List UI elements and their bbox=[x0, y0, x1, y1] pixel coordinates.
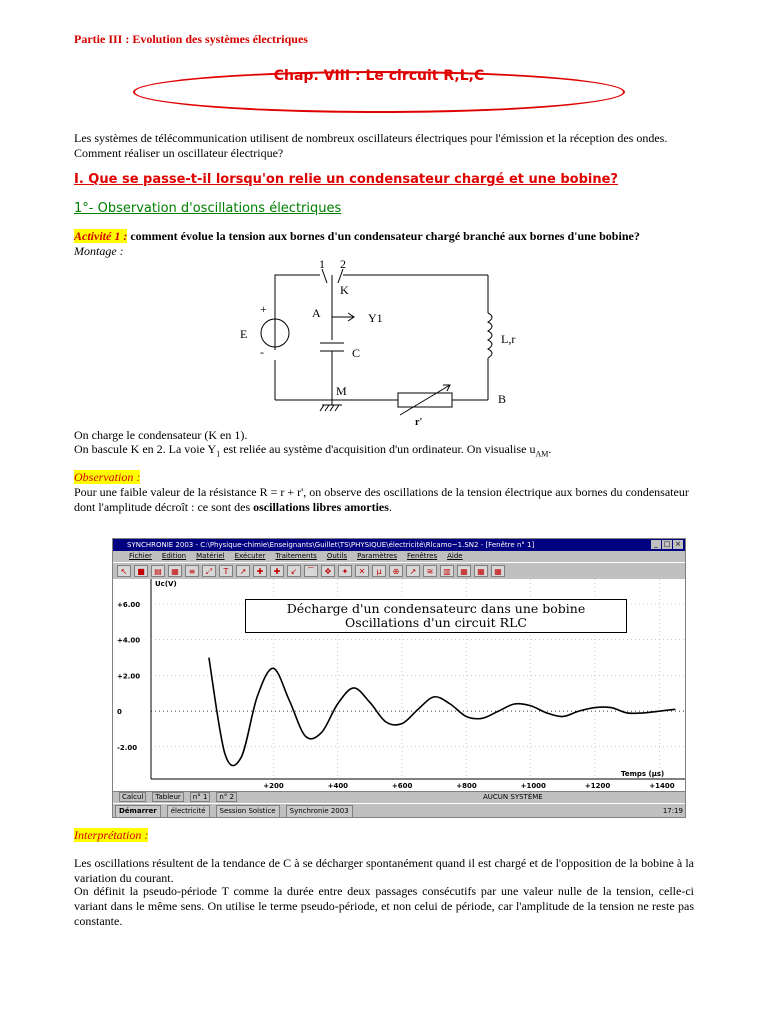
interpretation-heading bbox=[74, 828, 694, 843]
menu-item[interactable]: Fenêtres bbox=[407, 552, 438, 560]
damped-oscillations-term: oscillations libres amorties bbox=[253, 500, 389, 514]
variable-resistor-arrow bbox=[400, 385, 450, 415]
activity-label: Activité 1 : bbox=[74, 229, 128, 243]
toolbar bbox=[113, 562, 685, 580]
y-tick-label: +6.00 bbox=[117, 601, 141, 609]
capacitor-label: C bbox=[352, 346, 361, 360]
taskbar-item[interactable]: Session Solstice bbox=[216, 805, 280, 818]
observation-heading bbox=[74, 470, 694, 485]
toolbar-button[interactable]: ✚ bbox=[270, 565, 284, 577]
toolbar-button[interactable]: ▤ bbox=[151, 565, 165, 577]
x-tick-label: +1000 bbox=[520, 782, 546, 790]
start-button[interactable]: Démarrer bbox=[115, 805, 161, 818]
chart-subtitle: Oscillations d'un circuit RLC bbox=[345, 615, 527, 630]
toolbar-button[interactable]: ⤢ bbox=[202, 565, 216, 577]
activity-question-text: comment évolue la tension aux bornes d'un condensateur chargé branché aux bornes d'une bobine? bbox=[127, 229, 640, 243]
toolbar-button[interactable]: T bbox=[219, 565, 233, 577]
source-minus: - bbox=[260, 345, 264, 359]
point-m-label: M bbox=[336, 384, 347, 398]
toolbar-button[interactable]: ⊕ bbox=[389, 565, 403, 577]
switch-contact-2 bbox=[338, 269, 343, 283]
toolbar-button[interactable]: ■ bbox=[134, 565, 148, 577]
part-heading: Partie III : Evolution des systèmes électriques bbox=[74, 32, 308, 46]
menu-item[interactable]: Outils bbox=[326, 552, 348, 560]
x-tick-label: +800 bbox=[456, 782, 477, 790]
menu-bar bbox=[113, 551, 685, 562]
toolbar-button[interactable]: ▦ bbox=[491, 565, 505, 577]
interpretation-p2: On définit la pseudo-période T comme la durée entre deux passages consécutifs par une valeur nulle de la tension, celle-ci variant dans le même sens. On utilise le terme pseudo-période, et non celui de période, car l'amplitude de la tension ne reste pas constante. bbox=[74, 884, 694, 928]
inductor-coil bbox=[488, 313, 492, 358]
toolbar-button[interactable]: ▦ bbox=[457, 565, 471, 577]
toolbar-button[interactable]: μ bbox=[372, 565, 386, 577]
status-text: AUCUN SYSTÈME bbox=[483, 793, 543, 801]
observation-text: Pour une faible valeur de la résistance R = r + r', on observe des oscillations de la tension électrique aux bornes du condensateur dont l'amplitude décroît : ce sont des oscillations libres amorties. bbox=[74, 485, 689, 514]
toolbar-button[interactable]: ✦ bbox=[338, 565, 352, 577]
montage-label: Montage : bbox=[74, 244, 124, 258]
menu-item[interactable]: Aide bbox=[447, 552, 463, 560]
taskbar-clock: 17:19 bbox=[662, 807, 683, 815]
sheet-tabs bbox=[113, 791, 685, 803]
y-tick-label: 0 bbox=[117, 708, 122, 717]
y-tick-label: +4.00 bbox=[117, 636, 141, 645]
x-tick-label: +200 bbox=[263, 782, 284, 790]
switch-contact-1 bbox=[322, 269, 327, 283]
x-tick-label: +1200 bbox=[584, 782, 611, 790]
toolbar-button[interactable]: ≡ bbox=[185, 565, 199, 577]
section-title: I. Que se passe-t-il lorsqu'on relie un condensateur chargé et une bobine? bbox=[74, 172, 618, 187]
toolbar-button[interactable]: ↗ bbox=[236, 565, 250, 577]
sheet-tab[interactable]: n° 2 bbox=[216, 792, 237, 802]
procedure-line1: On charge le condensateur (K en 1). bbox=[74, 428, 248, 442]
rlc-circuit-diagram bbox=[230, 255, 520, 430]
y-tick-label: -2.00 bbox=[117, 743, 138, 752]
point-a-label: A bbox=[312, 306, 321, 320]
resistor-label: r' bbox=[415, 417, 423, 428]
point-b-label: B bbox=[498, 392, 507, 406]
synchronie-screenshot bbox=[112, 538, 686, 818]
y-axis-label: Uc(V) bbox=[155, 580, 177, 588]
toolbar-button[interactable]: ↗ bbox=[406, 565, 420, 577]
toolbar-button[interactable]: ✕ bbox=[355, 565, 369, 577]
toolbar-button[interactable]: ✚ bbox=[253, 565, 267, 577]
close-icon[interactable]: × bbox=[673, 540, 683, 549]
interpretation-p1: Les oscillations résultent de la tendance de C à se décharger spontanément quand il est chargé et de l'opposition de la bobine à la variation du courant. bbox=[74, 856, 694, 885]
minimize-icon[interactable]: _ bbox=[651, 540, 661, 549]
toolbar-button[interactable]: ▦ bbox=[168, 565, 182, 577]
toolbar-button[interactable]: ▥ bbox=[440, 565, 454, 577]
inductor-label: L,r bbox=[501, 332, 516, 346]
menu-item[interactable]: Paramètres bbox=[357, 552, 397, 560]
toolbar-button[interactable]: ▦ bbox=[474, 565, 488, 577]
procedure-line2: On bascule K en 2. La voie $Y_1$ est reliée au système d'acquisition d'un ordinateur. On visualise $u_{AM}$. bbox=[74, 442, 552, 459]
toolbar-button[interactable]: ↙ bbox=[287, 565, 301, 577]
x-tick-label: +400 bbox=[327, 782, 349, 790]
chart-title-box bbox=[245, 599, 627, 633]
window-titlebar bbox=[113, 539, 685, 551]
intro-paragraph: Les systèmes de télécommunication utilisent de nombreux oscillateurs électriques pour l'émission et la réception des ondes. Comment réaliser un oscillateur électrique? bbox=[74, 131, 668, 160]
taskbar-item[interactable]: Synchronie 2003 bbox=[286, 805, 353, 818]
activity-question bbox=[74, 229, 694, 244]
menu-item[interactable]: Matériel bbox=[196, 552, 225, 560]
source-label: E bbox=[240, 327, 248, 341]
damped-oscillation-curve bbox=[209, 658, 675, 766]
menu-item[interactable]: Traitements bbox=[275, 552, 317, 560]
x-axis-label: Temps (µs) bbox=[621, 770, 665, 778]
x-tick-label: +600 bbox=[391, 782, 413, 790]
chapter-title: Chap. VIII : Le circuit R,L,C bbox=[273, 68, 485, 84]
switch-label-2: 2 bbox=[340, 257, 346, 271]
window-title: SYNCHRONIE 2003 - C:\Physique-chimie\Enseignants\Guillet\TS\PHYSIQUE\électricité\Rlcamo~1.SN2 - [Fenêtre n° 1] bbox=[127, 541, 535, 549]
toolbar-button[interactable]: ≋ bbox=[423, 565, 437, 577]
taskbar-item[interactable]: électricité bbox=[167, 805, 210, 818]
toolbar-button[interactable]: ⌒ bbox=[304, 565, 318, 577]
toolbar-button[interactable]: ↖ bbox=[117, 565, 131, 577]
sheet-tab[interactable]: Calcul bbox=[119, 792, 146, 802]
menu-item[interactable]: Edition bbox=[161, 552, 187, 560]
observation-label: Observation : bbox=[74, 470, 141, 484]
interpretation-label: Interprétation : bbox=[74, 828, 149, 842]
chart-title: Décharge d'un condensateurc dans une bobine bbox=[286, 601, 586, 616]
plot-area bbox=[113, 579, 685, 791]
subsection-title: 1°- Observation d'oscillations électriques bbox=[74, 201, 342, 216]
windows-taskbar bbox=[113, 803, 686, 818]
x-tick-label: +1400 bbox=[649, 782, 675, 790]
maximize-icon[interactable]: □ bbox=[663, 540, 671, 548]
y1-label: Y1 bbox=[368, 311, 383, 325]
y-tick-label: +2.00 bbox=[117, 672, 141, 681]
switch-label-1: 1 bbox=[319, 257, 325, 271]
switch-label-k: K bbox=[340, 283, 349, 297]
menu-item[interactable]: Fichier bbox=[129, 552, 152, 560]
sheet-tab[interactable]: n° 1 bbox=[190, 792, 211, 802]
toolbar-button[interactable]: ✥ bbox=[321, 565, 335, 577]
source-plus: + bbox=[260, 302, 267, 316]
menu-item[interactable]: Exécuter bbox=[234, 552, 266, 560]
sheet-tab[interactable]: Tableur bbox=[152, 792, 183, 802]
